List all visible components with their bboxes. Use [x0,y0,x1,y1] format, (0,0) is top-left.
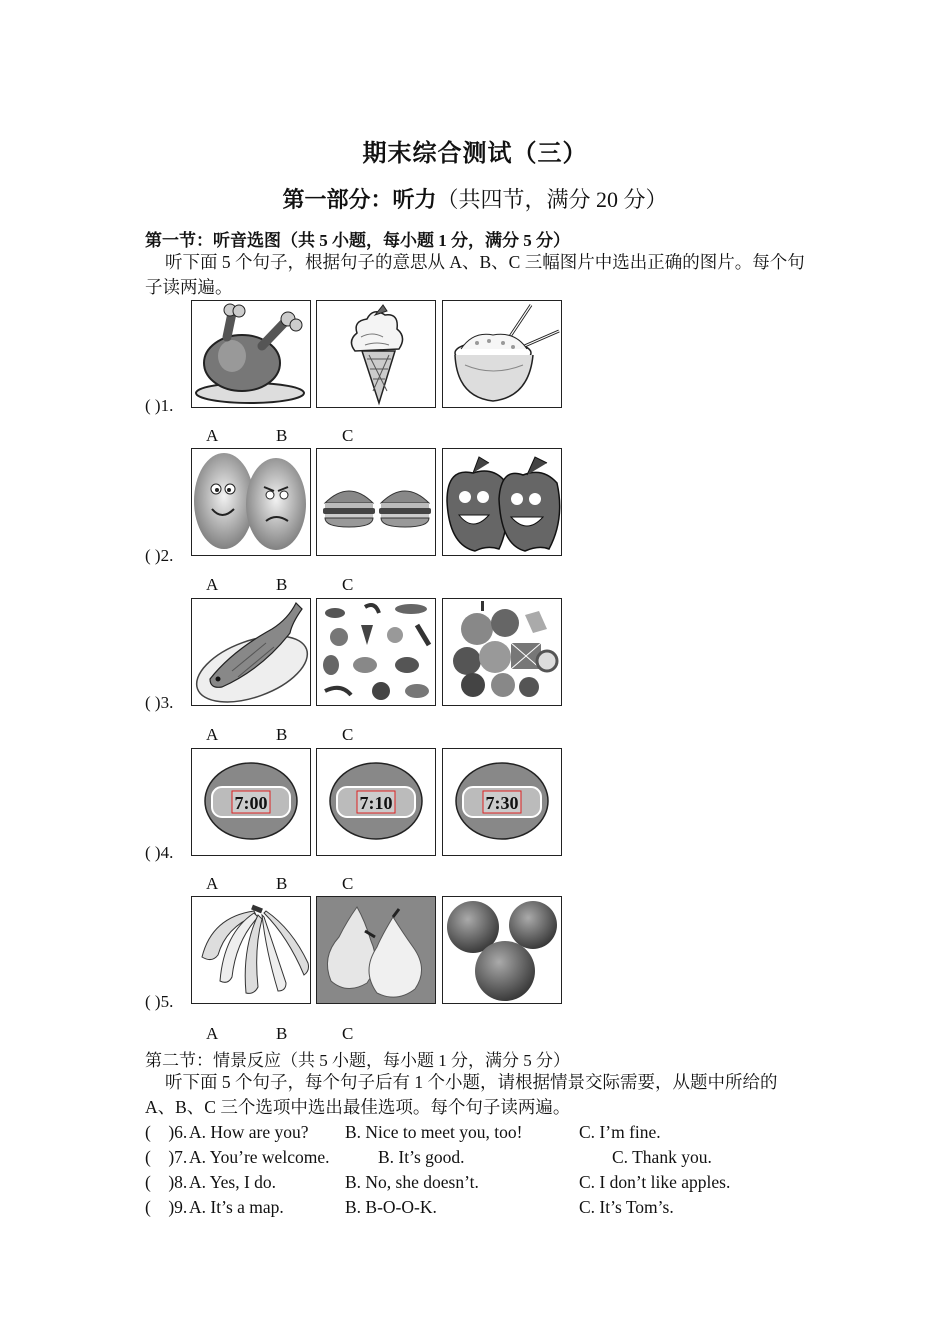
q9-label: ( )9. [145,1197,188,1217]
section2-instruction: 听下面 5 个句子，每个句子后有 1 个小题，请根据情景交际需要，从题中所给的 A、B、C 三个选项中选出最佳选项。每个句子读两遍。 [145,1072,778,1117]
q2-letter-b: B [276,575,288,594]
q2-picture-a[interactable] [191,448,311,556]
assorted-vegetables-icon [317,599,435,705]
q8-label: ( )8. [145,1172,188,1192]
q6-option-c[interactable]: C. I’m fine. [579,1122,661,1142]
page-title: 期末综合测试（三） [362,141,588,167]
q3-letter-b: B [276,725,288,744]
q9-option-c[interactable]: C. It’s Tom’s. [579,1197,674,1217]
q3-letter-c: C [342,725,354,744]
section1-instruction: 听下面 5 个句子，根据句子的意思从 A、B、C 三幅图片中选出正确的图片。每个句子读两遍。 [145,252,805,297]
q2-letter-a: A [206,575,219,594]
q9-option-a[interactable]: A. It’s a map. [189,1197,284,1217]
q4-picture-b[interactable] [316,748,436,856]
section1-heading: 第一节：听音选图（共 5 小题，每小题 1 分，满分 5 分） [145,231,570,250]
oranges-icon [443,897,561,1003]
q1-letter-c: C [342,426,354,445]
q5-letter-c: C [342,1024,354,1043]
q1-letter-a: A [206,426,219,445]
q3-picture-c[interactable] [442,598,562,706]
q4-time-b: 7:10 [359,793,393,813]
q3-letter-a: A [206,725,219,744]
rice-bowl-chopsticks-icon [443,301,561,407]
q4-time-a: 7:00 [234,793,268,813]
q8-option-c[interactable]: C. I don’t like apples. [579,1172,731,1192]
q9-row [145,1197,674,1302]
q4-picture-a[interactable] [191,748,311,856]
q7-option-c[interactable]: C. Thank you. [612,1147,712,1167]
q5-letter-b: B [276,1024,288,1043]
q4-time-c: 7:30 [485,793,519,813]
q7-label: ( )7. [145,1147,188,1167]
q5-picture-b[interactable] [316,896,436,1004]
q1-label: ( )1. [145,396,174,415]
q7-option-b[interactable]: B. It’s good. [378,1147,465,1167]
q3-picture-a[interactable] [191,598,311,706]
section2-heading: 第二节：情景反应（共 5 小题，每小题 1 分，满分 5 分） [145,1051,570,1070]
q1-picture-a[interactable] [191,300,311,408]
q4-label: ( )4. [145,843,174,862]
q9-option-b[interactable]: B. B-O-O-K. [345,1197,437,1217]
q2-picture-b[interactable] [316,448,436,556]
ice-cream-cone-icon [317,301,435,407]
part-heading [0,183,950,214]
bananas-icon [192,897,310,1003]
q8-option-b[interactable]: B. No, she doesn’t. [345,1172,479,1192]
q5-label: ( )5. [145,992,174,1011]
q4-picture-c[interactable] [442,748,562,856]
q6-option-b[interactable]: B. Nice to meet you, too! [345,1122,523,1142]
q1-picture-b[interactable] [316,300,436,408]
q2-letter-c: C [342,575,354,594]
q3-label: ( )3. [145,693,174,712]
q4-letter-c: C [342,874,354,893]
q1-picture-c[interactable] [442,300,562,408]
digital-clock-icon [317,749,435,855]
two-apples-faces-icon [443,449,561,555]
q5-letter-a: A [206,1024,219,1043]
q3-picture-b[interactable] [316,598,436,706]
q5-picture-a[interactable] [191,896,311,1004]
digital-clock-icon [443,749,561,855]
roast-chicken-icon [192,301,310,407]
digital-clock-icon [192,749,310,855]
q6-label: ( )6. [145,1122,188,1142]
part-heading-bold: 第一部分：听力 [282,187,437,212]
q7-option-a[interactable]: A. You’re welcome. [189,1147,330,1167]
two-hamburgers-icon [317,449,435,555]
pears-icon [317,897,435,1003]
part-heading-rest: （共四节，满分 20 分） [436,187,668,212]
fish-on-plate-icon [192,599,310,705]
q4-letter-b: B [276,874,288,893]
q4-letter-a: A [206,874,219,893]
two-eggs-faces-icon [192,449,310,555]
fruit-pile-icon [443,599,561,705]
q8-option-a[interactable]: A. Yes, I do. [189,1172,277,1192]
q2-picture-c[interactable] [442,448,562,556]
q5-picture-c[interactable] [442,896,562,1004]
q1-letter-b: B [276,426,288,445]
q6-option-a[interactable]: A. How are you? [189,1122,309,1142]
q2-label: ( )2. [145,546,174,565]
